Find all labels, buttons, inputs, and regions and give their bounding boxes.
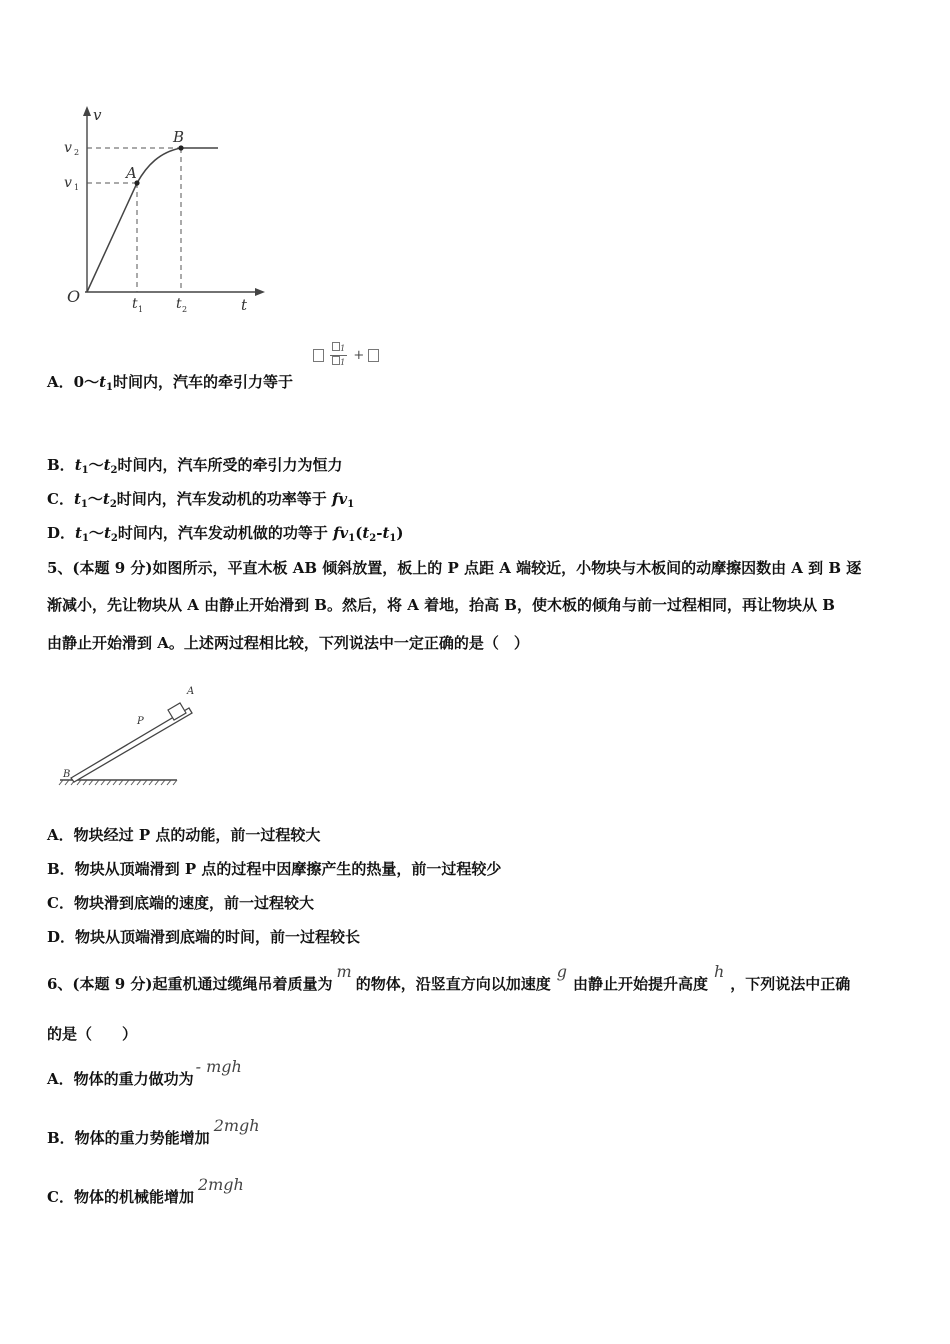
q6-stem-line-2: 的是（ ） xyxy=(47,1025,138,1043)
q4-d-pt1-sub: 1 xyxy=(389,533,397,544)
v2-label-sub: 2 xyxy=(74,148,80,157)
velocity-time-graph xyxy=(55,100,285,325)
q6-a-label: A．物体的重力做功为 xyxy=(47,1070,194,1088)
q6-var-h: h xyxy=(713,962,725,981)
formula-box-right xyxy=(368,349,379,362)
q4-d-prefix: D． xyxy=(47,524,76,542)
q6-part3: 由静止开始提升高度 xyxy=(572,975,708,993)
q5-option-a: A．物块经过 P 点的动能，前一过程较大 xyxy=(47,826,321,844)
t-axis-arrow xyxy=(255,288,265,296)
q4-b-text: 时间内，汽车所受的牵引力为恒力 xyxy=(117,456,343,474)
numerator-sub: 1 xyxy=(340,344,346,353)
denominator-box xyxy=(332,356,340,365)
q6-part2: 的物体，沿竖直方向以加速度 xyxy=(355,975,551,993)
point-b-label: B xyxy=(173,128,185,146)
q6-var-g: g xyxy=(556,962,567,981)
v1-label: v xyxy=(64,175,72,191)
q4-option-b xyxy=(47,455,343,481)
fig-label-a: A xyxy=(187,686,195,697)
q4-c-tilde: ～ xyxy=(87,490,103,508)
fraction-denominator xyxy=(330,356,347,369)
q4-d-f: f xyxy=(333,524,340,542)
q5-option-d: D．物块从顶端滑到底端的时间，前一过程较长 xyxy=(47,928,361,946)
q4-d-t1: t xyxy=(75,524,82,542)
q4-d-t2-sub: 2 xyxy=(110,533,118,544)
q4-a-t: t xyxy=(99,373,107,391)
q4-d-v-sub: 1 xyxy=(348,533,356,544)
q4-c-t2-sub: 2 xyxy=(109,499,117,510)
q4-d-t1-sub: 1 xyxy=(81,533,89,544)
formula-box-left xyxy=(313,349,324,362)
q4-c-f: f xyxy=(332,490,339,508)
q6-part4: ，下列说法中正确 xyxy=(730,975,851,993)
q4-option-a xyxy=(47,372,293,398)
q6-stem-line-1 xyxy=(47,962,851,994)
q4-option-c xyxy=(47,489,354,515)
q4-d-text: 时间内，汽车发动机做的功等于 xyxy=(117,524,334,542)
formula-plus: + xyxy=(353,348,365,363)
q5-stem-line-1: 5、(本题 9 分)如图所示，平直木板 AB 倾斜放置，板上的 P 点距 A 端较近，小物块与木板间的动摩擦因数由 A 到 B 逐 xyxy=(47,559,862,577)
q4-d-pt1: t xyxy=(382,524,390,542)
q6-part1: 6、(本题 9 分)起重机通过缆绳吊着质量为 xyxy=(47,975,333,993)
q4-c-prefix: C． xyxy=(47,490,74,508)
q4-c-t1: t xyxy=(73,490,81,508)
q4-b-t1: t xyxy=(74,456,82,474)
t1-label-sub: 1 xyxy=(138,305,144,314)
q4-c-t1-sub: 1 xyxy=(80,499,88,510)
q4-a-text: 时间内，汽车的牵引力等于 xyxy=(112,373,293,391)
q4-c-text: 时间内，汽车发动机的功率等于 xyxy=(116,490,333,508)
q5-stem-line-2: 渐减小，先让物块从 A 由静止开始滑到 B。然后，将 A 着地，抬高 B，使木板的倾角与前一过程相同，再让物块从 B xyxy=(47,596,835,614)
q6-option-b xyxy=(47,1116,260,1148)
q4-c-v-sub: 1 xyxy=(347,499,355,510)
denominator-sub: 1 xyxy=(340,358,346,367)
q4-b-t1-sub: 1 xyxy=(81,465,89,476)
v-axis-arrow xyxy=(83,106,91,116)
q4-a-t-sub: 1 xyxy=(106,382,113,393)
q4-b-t2-sub: 2 xyxy=(110,465,118,476)
point-b-dot xyxy=(178,145,183,150)
q6-c-label: C．物体的机械能增加 xyxy=(47,1188,194,1206)
axis-t-label: t xyxy=(241,296,248,314)
q6-c-math: 2mgh xyxy=(197,1175,244,1194)
q4-d-t2: t xyxy=(103,524,111,542)
v2-label: v xyxy=(64,140,72,156)
fig-label-b: B xyxy=(63,769,71,780)
q4-c-v: v xyxy=(338,490,348,508)
q5-option-b: B．物块从顶端滑到 P 点的过程中因摩擦产生的热量，前一过程较少 xyxy=(47,860,502,878)
t2-label-sub: 2 xyxy=(182,305,188,314)
v1-label-sub: 1 xyxy=(74,183,80,192)
q6-option-a xyxy=(47,1057,242,1089)
q6-b-label: B．物体的重力势能增加 xyxy=(47,1129,210,1147)
fraction-numerator xyxy=(330,342,347,356)
q4-d-paren-close: ) xyxy=(396,524,404,542)
q4-c-t2: t xyxy=(102,490,110,508)
q5-option-c: C．物块滑到底端的速度，前一过程较大 xyxy=(47,894,314,912)
axis-v-label: v xyxy=(93,106,102,124)
q4-d-paren-open: ( xyxy=(355,524,363,542)
q6-b-math: 2mgh xyxy=(213,1116,260,1135)
q4-d-tilde: ～ xyxy=(88,524,104,542)
q4-d-minus: - xyxy=(376,524,383,542)
q4-option-d xyxy=(47,523,403,549)
numerator-box xyxy=(332,342,340,351)
q4-b-t2: t xyxy=(103,456,111,474)
formula-fraction xyxy=(330,342,347,369)
q6-a-math: - mgh xyxy=(195,1057,242,1076)
q4-d-pt2-sub: 2 xyxy=(369,533,377,544)
q4-a-prefix: A．0～ xyxy=(47,373,100,391)
q6-var-m: m xyxy=(336,962,352,981)
velocity-curve xyxy=(87,148,218,292)
point-a-label: A xyxy=(126,164,137,182)
t1-label: t xyxy=(132,296,138,312)
q4-b-tilde: ～ xyxy=(88,456,104,474)
q4-b-prefix: B． xyxy=(47,456,75,474)
fig-label-p: P xyxy=(137,716,144,727)
q4-d-v: v xyxy=(339,524,349,542)
t2-label: t xyxy=(176,296,182,312)
origin-label: O xyxy=(67,287,81,306)
q6-option-c xyxy=(47,1175,244,1207)
q4-option-a-formula xyxy=(313,342,379,369)
q4-d-pt2: t xyxy=(362,524,370,542)
q5-stem-line-3: 由静止开始滑到 A。上述两过程相比较，下列说法中一定正确的是（ ） xyxy=(47,634,529,652)
incline-board-figure xyxy=(55,680,205,790)
